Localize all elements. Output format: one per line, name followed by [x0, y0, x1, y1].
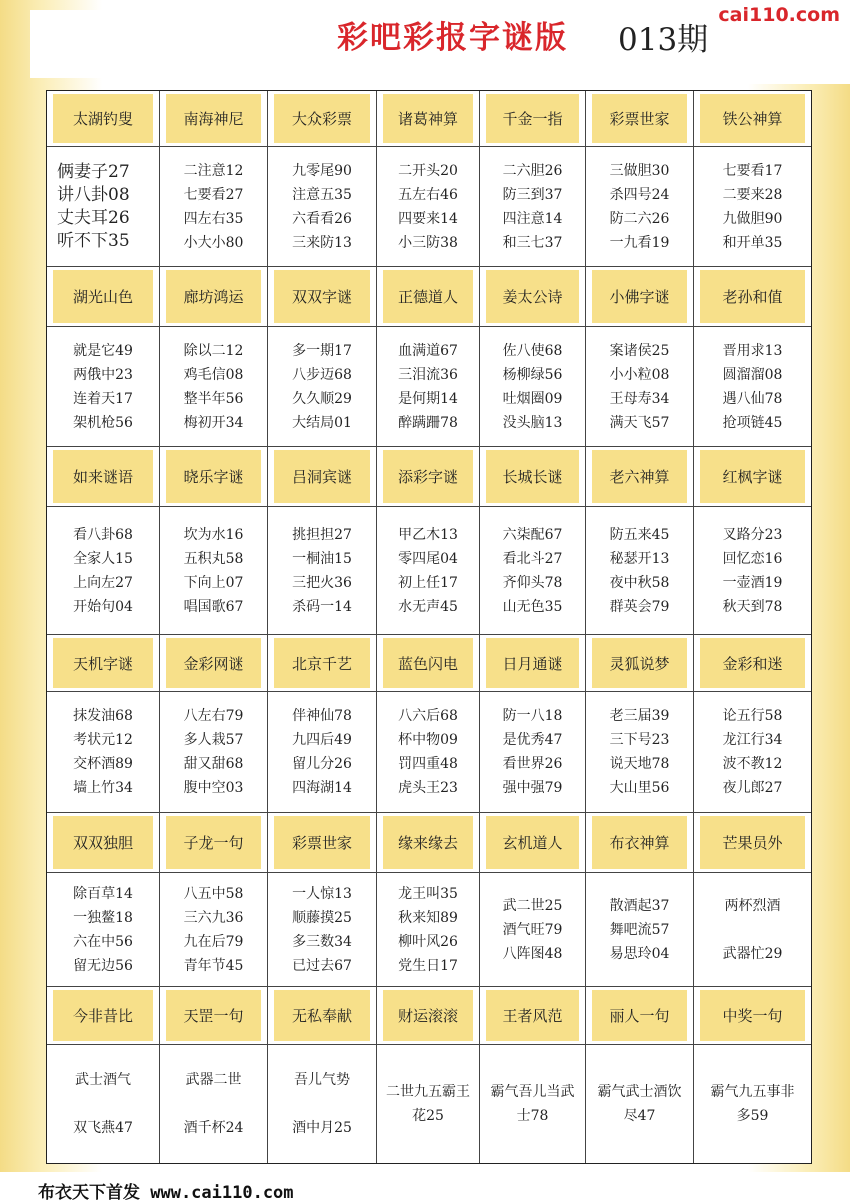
answer-line: 龙王叫35 — [398, 885, 458, 902]
masked-area — [346, 60, 578, 82]
column-header: 天机字谜 — [53, 638, 153, 688]
answer-line: 佐八使68 — [502, 342, 563, 359]
column-header: 长城长谜 — [486, 450, 579, 503]
answer-line: 听不下35 — [57, 230, 130, 251]
answer-line: 除以二12 — [183, 342, 244, 359]
column-header-cell — [160, 813, 268, 873]
column-header-cell — [268, 987, 377, 1045]
site-watermark[interactable]: cai110.com — [718, 4, 840, 26]
answer-line: 五积丸58 — [183, 550, 244, 567]
column-header: 老孙和值 — [700, 270, 805, 323]
answer-cell — [480, 692, 586, 813]
answer-line: 考状元12 — [73, 732, 133, 748]
column-header: 缘来缘去 — [383, 816, 473, 869]
answer-cell — [377, 873, 480, 987]
answer-line: 一桐油15 — [292, 550, 352, 567]
answer-line: 坎为水16 — [183, 526, 244, 543]
answer-line: 八左右79 — [183, 708, 244, 724]
answer-line: 霸气武士酒饮 — [597, 1084, 682, 1100]
column-header: 天罡一句 — [166, 990, 261, 1041]
answer-line: 回忆恋16 — [722, 550, 783, 567]
answer-line: 两俄中23 — [73, 366, 133, 383]
answer-cell — [694, 147, 811, 267]
answer-line: 山无色35 — [502, 598, 563, 615]
answer-line: 多人栽57 — [183, 732, 244, 748]
answer-line: 酒中月25 — [292, 1120, 352, 1136]
answer-line: 八六后68 — [398, 708, 458, 724]
answer-line: 柳叶风26 — [398, 933, 458, 950]
column-header-cell — [47, 447, 160, 507]
column-header: 丽人一句 — [592, 990, 687, 1041]
answer-line: 二六胆26 — [502, 162, 563, 179]
answer-line: 架机枪56 — [73, 414, 133, 431]
column-header-cell — [47, 91, 160, 147]
answer-line: 说天地78 — [609, 756, 670, 772]
column-header: 彩票世家 — [274, 816, 370, 869]
answer-cell — [268, 1045, 377, 1163]
answer-line: 花25 — [412, 1108, 444, 1124]
column-header: 彩票世家 — [592, 94, 687, 143]
column-header-cell — [480, 987, 586, 1045]
puzzle-table — [46, 90, 812, 1164]
answer-line: 罚四重48 — [398, 756, 458, 772]
answer-line: 四注意14 — [502, 210, 563, 227]
column-header: 布衣神算 — [592, 816, 687, 869]
answer-line: 多一期17 — [292, 342, 352, 359]
answer-line: 是何期14 — [398, 390, 458, 407]
column-header: 双双独胆 — [53, 816, 153, 869]
answer-line: 一独鳌18 — [73, 909, 133, 926]
answer-line: 留无边56 — [73, 957, 133, 974]
answer-line: 就是它49 — [73, 342, 133, 359]
column-header-cell — [268, 447, 377, 507]
answer-line: 论五行58 — [722, 708, 783, 724]
answer-cell — [47, 147, 160, 267]
answer-cell — [377, 692, 480, 813]
column-header: 灵狐说梦 — [592, 638, 687, 688]
answer-cell — [160, 1045, 268, 1163]
answer-line: 尽47 — [623, 1108, 656, 1124]
answer-line: 八步迈68 — [292, 366, 352, 383]
answer-line: 二开头20 — [398, 162, 458, 179]
column-header-cell — [47, 267, 160, 327]
answer-line — [101, 1092, 105, 1116]
column-header-cell — [586, 635, 694, 692]
answer-line: 九四后49 — [292, 732, 352, 748]
answer-cell — [480, 327, 586, 447]
answer-line: 零四尾04 — [398, 550, 458, 567]
column-header-cell — [694, 635, 811, 692]
answer-line: 吐烟圈09 — [502, 390, 563, 407]
answer-line: 三六九36 — [183, 909, 244, 926]
answer-cell — [694, 327, 811, 447]
column-header: 今非昔比 — [53, 990, 153, 1041]
answer-line: 四海湖14 — [292, 780, 352, 796]
answer-line: 八五中58 — [183, 885, 244, 902]
column-header-cell — [268, 267, 377, 327]
column-header: 添彩字谜 — [383, 450, 473, 503]
masked-area — [30, 10, 282, 78]
answer-line: 六看看26 — [292, 210, 352, 227]
column-header: 中奖一句 — [700, 990, 805, 1041]
column-header-cell — [586, 813, 694, 873]
answer-line: 四要来14 — [398, 210, 458, 227]
column-header-cell — [377, 267, 480, 327]
answer-cell — [47, 873, 160, 987]
answer-line: 初上任17 — [398, 574, 458, 591]
column-header: 南海神尼 — [166, 94, 261, 143]
answer-line: 和开单35 — [722, 234, 783, 251]
answer-line: 甜又甜68 — [183, 756, 244, 772]
answer-line: 党生日17 — [398, 957, 458, 974]
answer-cell — [268, 692, 377, 813]
answer-cell — [47, 507, 160, 635]
column-header-cell — [160, 987, 268, 1045]
column-header-cell — [47, 987, 160, 1045]
answer-line: 墙上竹34 — [73, 780, 133, 796]
answer-cell — [694, 692, 811, 813]
answer-line: 秋天到78 — [722, 598, 783, 615]
answer-line: 看八卦68 — [73, 526, 133, 543]
answer-line: 双飞燕47 — [73, 1120, 133, 1136]
footer-text: 布衣天下首发 www.cai110.com — [38, 1183, 294, 1203]
answer-line: 俩妻子27 — [57, 161, 130, 182]
column-header: 北京千艺 — [274, 638, 370, 688]
answer-line: 大山里56 — [609, 780, 670, 796]
answer-line: 吾儿气势 — [294, 1072, 350, 1088]
column-header-cell — [694, 91, 811, 147]
answer-line: 九零尾90 — [292, 162, 352, 179]
column-header-cell — [480, 447, 586, 507]
answer-cell — [586, 873, 694, 987]
answer-line: 唱国歌67 — [183, 598, 244, 615]
column-header-cell — [694, 987, 811, 1045]
column-header-cell — [268, 813, 377, 873]
answer-line: 叉路分23 — [722, 526, 783, 543]
answer-line: 顺藤摸25 — [292, 909, 352, 926]
column-header-cell — [694, 447, 811, 507]
answer-cell — [480, 147, 586, 267]
column-header-cell — [694, 267, 811, 327]
column-header: 金彩网谜 — [166, 638, 261, 688]
answer-line: 防五来45 — [609, 526, 670, 543]
column-header: 千金一指 — [486, 94, 579, 143]
answer-line: 老三届39 — [609, 708, 670, 724]
answer-line: 除百草14 — [73, 885, 133, 902]
answer-line: 大结局01 — [292, 414, 352, 431]
column-header: 姜太公诗 — [486, 270, 579, 323]
answer-line: 上向左27 — [73, 574, 133, 591]
column-header: 双双字谜 — [274, 270, 370, 323]
answer-cell — [377, 327, 480, 447]
answer-line: 下向上07 — [183, 574, 244, 591]
column-header-cell — [268, 91, 377, 147]
column-header: 王者风范 — [486, 990, 579, 1041]
answer-line: 三做胆30 — [609, 162, 670, 179]
answer-line: 一壶酒19 — [722, 574, 783, 591]
answer-line: 秘瑟开13 — [609, 550, 670, 567]
answer-cell — [694, 507, 811, 635]
answer-line: 青年节45 — [183, 957, 244, 974]
column-header-cell — [586, 91, 694, 147]
answer-line: 抹发油68 — [73, 708, 133, 724]
issue-number: 013期 — [618, 22, 709, 58]
column-header-cell — [480, 813, 586, 873]
answer-line: 看世界26 — [502, 756, 563, 772]
column-header: 湖光山色 — [53, 270, 153, 323]
answer-cell — [377, 147, 480, 267]
column-header-cell — [480, 635, 586, 692]
answer-line: 晋用求13 — [722, 342, 783, 359]
answer-line: 二注意12 — [183, 162, 244, 179]
answer-line: 二世九五霸王 — [386, 1084, 470, 1100]
answer-line: 齐仰头78 — [502, 574, 563, 591]
answer-line: 杀码一14 — [292, 598, 352, 615]
answer-cell — [586, 507, 694, 635]
answer-cell — [160, 327, 268, 447]
answer-line: 挑担担27 — [292, 526, 352, 543]
answer-line: 梅初开34 — [183, 414, 244, 431]
answer-line: 防三到37 — [502, 186, 563, 203]
answer-line: 三把火36 — [292, 574, 352, 591]
answer-line: 六柒配67 — [502, 526, 563, 543]
answer-cell — [377, 1045, 480, 1163]
answer-line: 连着天17 — [73, 390, 133, 407]
answer-cell — [586, 1045, 694, 1163]
column-header-cell — [586, 447, 694, 507]
answer-line: 武器二世 — [185, 1072, 242, 1088]
answer-cell — [160, 873, 268, 987]
answer-line: 甲乙木13 — [398, 526, 458, 543]
answer-line: 开始句04 — [73, 598, 133, 615]
answer-line: 武士酒气 — [75, 1072, 131, 1088]
answer-cell — [694, 873, 811, 987]
answer-line — [750, 918, 754, 942]
answer-line: 虎头王23 — [398, 780, 458, 796]
answer-cell — [160, 147, 268, 267]
answer-cell — [160, 507, 268, 635]
answer-line: 丈夫耳26 — [57, 207, 130, 228]
answer-line: 小小粒08 — [609, 366, 670, 383]
answer-cell — [586, 327, 694, 447]
answer-line: 酒气旺79 — [502, 921, 563, 938]
column-header: 诸葛神算 — [383, 94, 473, 143]
column-header-cell — [47, 813, 160, 873]
answer-line: 王母寿34 — [609, 390, 670, 407]
answer-line — [320, 1092, 324, 1116]
answer-line: 遇八仙78 — [722, 390, 783, 407]
column-header-cell — [268, 635, 377, 692]
answer-cell — [480, 507, 586, 635]
answer-line: 武二世25 — [502, 897, 563, 914]
column-header: 芒果员外 — [700, 816, 805, 869]
page-title: 彩吧彩报字谜版 — [337, 20, 568, 56]
column-header: 大众彩票 — [274, 94, 370, 143]
answer-line: 霸气吾儿当武 — [490, 1084, 575, 1100]
answer-line: 交杯酒89 — [73, 756, 133, 772]
answer-cell — [47, 1045, 160, 1163]
answer-line: 防二六26 — [609, 210, 670, 227]
column-header: 小佛字谜 — [592, 270, 687, 323]
answer-line: 霸气九五事非 — [710, 1084, 795, 1100]
answer-line: 看北斗27 — [502, 550, 563, 567]
column-header: 日月通谜 — [486, 638, 579, 688]
answer-cell — [47, 692, 160, 813]
column-header-cell — [694, 813, 811, 873]
answer-line: 九在后79 — [183, 933, 244, 950]
answer-line: 七要看27 — [183, 186, 244, 203]
answer-line — [211, 1092, 215, 1116]
column-header-cell — [160, 447, 268, 507]
answer-line: 三泪流36 — [398, 366, 458, 383]
column-header-cell — [480, 91, 586, 147]
column-header: 子龙一句 — [166, 816, 261, 869]
answer-line: 舞吧流57 — [609, 921, 670, 938]
column-header: 太湖钓叟 — [53, 94, 153, 143]
column-header-cell — [377, 91, 480, 147]
answer-line: 三来防13 — [292, 234, 352, 251]
answer-line: 注意五35 — [292, 186, 352, 203]
answer-cell — [160, 692, 268, 813]
column-header: 无私奉献 — [274, 990, 370, 1041]
answer-cell — [586, 692, 694, 813]
column-header: 铁公神算 — [700, 94, 805, 143]
answer-line: 整半年56 — [183, 390, 244, 407]
answer-line: 两杯烈酒 — [724, 897, 781, 914]
answer-line: 案诸侯25 — [609, 342, 670, 359]
column-header: 正德道人 — [383, 270, 473, 323]
answer-line: 四左右35 — [183, 210, 244, 227]
answer-line: 多59 — [736, 1108, 769, 1124]
answer-line: 和三七37 — [502, 234, 563, 251]
column-header: 如来谜语 — [53, 450, 153, 503]
column-header: 玄机道人 — [486, 816, 579, 869]
answer-line: 群英会79 — [609, 598, 670, 615]
answer-line: 波不教12 — [722, 756, 783, 772]
answer-cell — [47, 327, 160, 447]
column-header-cell — [480, 267, 586, 327]
answer-line: 二要来28 — [722, 186, 783, 203]
answer-line: 水无声45 — [398, 598, 458, 615]
answer-line: 龙江行34 — [722, 732, 783, 748]
answer-cell — [268, 873, 377, 987]
answer-line: 散酒起37 — [609, 897, 670, 914]
answer-line: 夜儿郎27 — [722, 780, 783, 796]
answer-cell — [377, 507, 480, 635]
answer-line: 是优秀47 — [502, 732, 563, 748]
answer-line: 三下号23 — [609, 732, 670, 748]
answer-line: 八阵图48 — [502, 945, 563, 962]
column-header: 晓乐字谜 — [166, 450, 261, 503]
column-header-cell — [377, 987, 480, 1045]
column-header-cell — [586, 267, 694, 327]
answer-line: 醉蹒跚78 — [398, 414, 458, 431]
column-header-cell — [160, 635, 268, 692]
answer-line: 七要看17 — [722, 162, 783, 179]
column-header: 廊坊鸿运 — [166, 270, 261, 323]
answer-line: 没头脑13 — [502, 414, 563, 431]
answer-line: 伴神仙78 — [292, 708, 352, 724]
answer-line: 鸡毛信08 — [183, 366, 244, 383]
answer-line: 讲八卦08 — [57, 184, 130, 205]
answer-line: 小大小80 — [183, 234, 244, 251]
column-header-cell — [586, 987, 694, 1045]
column-header: 蓝色闪电 — [383, 638, 473, 688]
answer-line: 腹中空03 — [183, 780, 244, 796]
answer-line: 士78 — [516, 1108, 549, 1124]
answer-line: 九做胆90 — [722, 210, 783, 227]
column-header: 金彩和迷 — [700, 638, 805, 688]
answer-line: 夜中秋58 — [609, 574, 670, 591]
answer-line: 已过去67 — [292, 957, 352, 974]
column-header: 红枫字谜 — [700, 450, 805, 503]
answer-line: 六在中56 — [73, 933, 133, 950]
answer-line: 全家人15 — [73, 550, 133, 567]
answer-cell — [694, 1045, 811, 1163]
answer-line: 一人惊13 — [292, 885, 352, 902]
answer-cell — [480, 873, 586, 987]
answer-line: 圆溜溜08 — [722, 366, 783, 383]
answer-line: 强中强79 — [502, 780, 563, 796]
answer-line: 五左右46 — [398, 186, 458, 203]
answer-line: 秋来知89 — [398, 909, 458, 926]
answer-cell — [268, 327, 377, 447]
answer-line: 血满道67 — [398, 342, 458, 359]
answer-cell — [268, 507, 377, 635]
answer-line: 抢项链45 — [722, 414, 783, 431]
answer-line: 杀四号24 — [609, 186, 670, 203]
column-header-cell — [160, 91, 268, 147]
answer-line: 多三数34 — [292, 933, 352, 950]
answer-line: 一九看19 — [609, 234, 670, 251]
answer-cell — [268, 147, 377, 267]
column-header-cell — [47, 635, 160, 692]
answer-line: 防一八18 — [502, 708, 563, 724]
answer-line: 久久顺29 — [292, 390, 352, 407]
column-header-cell — [160, 267, 268, 327]
answer-line: 留儿分26 — [292, 756, 352, 772]
answer-cell — [480, 1045, 586, 1163]
answer-line: 小三防38 — [398, 234, 458, 251]
answer-cell — [586, 147, 694, 267]
answer-line: 杯中物09 — [398, 732, 458, 748]
column-header-cell — [377, 447, 480, 507]
answer-line: 易思玲04 — [609, 945, 670, 962]
column-header-cell — [377, 635, 480, 692]
column-header-cell — [377, 813, 480, 873]
column-header: 老六神算 — [592, 450, 687, 503]
answer-line: 酒千杯24 — [183, 1120, 244, 1136]
column-header: 财运滚滚 — [383, 990, 473, 1041]
answer-line: 武器忙29 — [722, 945, 783, 962]
answer-line: 杨柳绿56 — [502, 366, 563, 383]
column-header: 吕洞宾谜 — [274, 450, 370, 503]
answer-line: 满天飞57 — [609, 414, 670, 431]
